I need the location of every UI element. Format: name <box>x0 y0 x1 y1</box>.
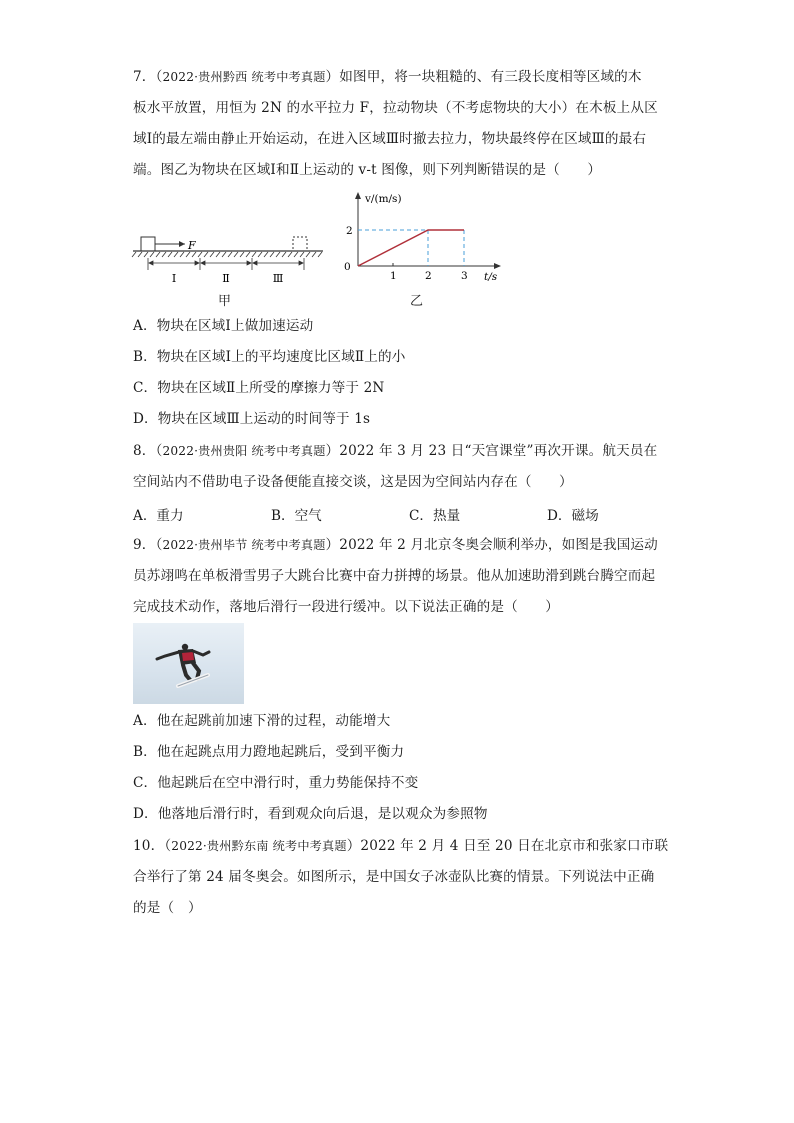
q9-option-a: A．他在起跳前加速下滑的过程，动能增大 <box>133 713 391 729</box>
q7-stem-line-3: 域Ⅰ的最左端由静止开始运动，在进入区域Ⅲ时撤去拉力，物块最终停在区域Ⅲ的最右 <box>133 131 647 147</box>
q7-stem-line-4: 端。图乙为物块在区域Ⅰ和Ⅱ上运动的 v-t 图像，则下列判断错误的是（ ） <box>133 162 602 178</box>
q8-source: 2022·贵州贵阳 统考中考真题 <box>162 444 326 458</box>
q7-stem-line-2: 板水平放置，用恒为 2N 的水平拉力 F，拉动物块（不考虑物块的大小）在木板上从区 <box>133 100 658 116</box>
q9-option-d: D．他落地后滑行时，看到观众向后退，是以观众为参照物 <box>133 806 488 822</box>
region-dividers <box>148 258 304 270</box>
q9-option-b: B．他在起跳点用力蹬地起跳后，受到平衡力 <box>133 744 405 760</box>
figure-jia-board-diagram <box>130 230 330 290</box>
q9-stem-line-2: 员苏翊鸣在单板滑雪男子大跳台比赛中奋力拼搏的场景。他从加速助滑到跳台腾空而起 <box>133 568 656 584</box>
region-dimension-arrows <box>149 261 303 265</box>
figure-yi-vt-graph <box>338 188 508 288</box>
q7-stem-line-1: 7．（2022·贵州黔西 统考中考真题）如图甲，将一块粗糙的、有三段长度相等区域的木 <box>133 69 642 85</box>
q8-option-c: C．热量 <box>409 508 461 524</box>
t-axis-label: t/s <box>484 271 498 283</box>
block-start <box>141 237 155 251</box>
q10-stem-line-3: 的是（ ） <box>133 900 202 916</box>
region-label-1: Ⅰ <box>171 272 177 285</box>
t-tick-2: 2 <box>425 270 432 282</box>
q7-option-b: B．物块在区域Ⅰ上的平均速度比区域Ⅱ上的小 <box>133 349 406 365</box>
t-axis-arrow <box>494 263 501 269</box>
region-label-3: Ⅲ <box>272 272 284 285</box>
q8-option-b: B．空气 <box>271 508 322 524</box>
figure-jia-caption: 甲 <box>218 294 232 309</box>
v-tick-2: 2 <box>346 225 353 237</box>
q7-option-c: C．物块在区域Ⅱ上所受的摩擦力等于 2N <box>133 380 385 396</box>
q7-source: 2022·贵州黔西 统考中考真题 <box>162 70 326 84</box>
v-axis-label: v/(m/s) <box>365 193 402 205</box>
q10-stem-line-1: 10．（2022·贵州黔东南 统考中考真题）2022 年 2 月 4 日至 20 日在北京市和张家口市联 <box>133 838 669 854</box>
force-label: F <box>188 239 196 252</box>
region-label-2: Ⅱ <box>222 272 230 285</box>
v-axis-arrow <box>355 192 361 199</box>
q8-options-row <box>133 504 653 522</box>
q7-option-a: A．物块在区域Ⅰ上做加速运动 <box>133 318 314 334</box>
vt-curve <box>358 230 464 266</box>
q7-option-d: D．物块在区域Ⅲ上运动的时间等于 1s <box>133 411 371 427</box>
q10-source: 2022·贵州黔东南 统考中考真题 <box>171 839 347 853</box>
q9-stem-line-3: 完成技术动作，落地后滑行一段进行缓冲。以下说法正确的是（ ） <box>133 599 560 615</box>
q10-stem-line-2: 合举行了第 24 届冬奥会。如图所示，是中国女子冰壶队比赛的情景。下列说法中正确 <box>133 869 655 885</box>
snowboarder-illustration <box>133 623 244 704</box>
board-hatching <box>132 252 322 257</box>
t-tick-1: 1 <box>390 270 397 282</box>
origin-label: 0 <box>344 261 351 273</box>
q9-source: 2022·贵州毕节 统考中考真题 <box>162 538 326 552</box>
q8-stem-line-1: 8．（2022·贵州贵阳 统考中考真题）2022 年 3 月 23 日“天宫课堂”再次开课。航天员在 <box>133 443 658 459</box>
q8-stem-line-2: 空间站内不借助电子设备便能直接交谈，这是因为空间站内存在（ ） <box>133 474 573 490</box>
force-arrow-head <box>179 241 185 247</box>
q8-option-a: A．重力 <box>133 508 184 524</box>
q9-option-c: C．他起跳后在空中滑行时，重力势能保持不变 <box>133 775 419 791</box>
figure-yi-caption: 乙 <box>410 294 424 309</box>
snowboarder-photo <box>133 623 244 704</box>
t-tick-3: 3 <box>461 270 468 282</box>
q8-option-d: D．磁场 <box>547 508 599 524</box>
q9-stem-line-1: 9．（2022·贵州毕节 统考中考真题）2022 年 2 月北京冬奥会顺利举办，如图是我国运动 <box>133 537 658 553</box>
block-end <box>293 237 307 251</box>
